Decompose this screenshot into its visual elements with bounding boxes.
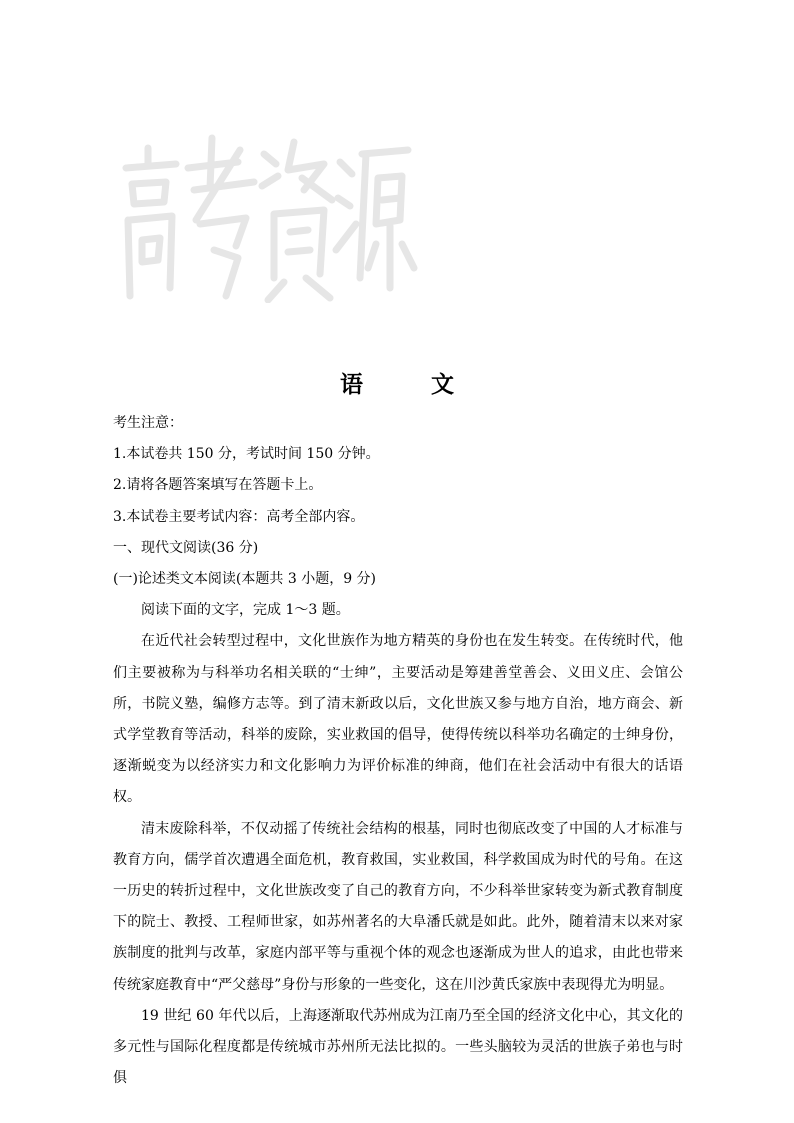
- notice-item: 3.本试卷主要考试内容：高考全部内容。: [113, 508, 365, 525]
- section-heading: 一、现代文阅读(36 分): [113, 539, 259, 556]
- subsection-heading: (一)论述类文本阅读(本题共 3 小题，9 分): [113, 571, 377, 588]
- watermark-logo: [118, 128, 418, 303]
- notice-item: 2.请将各题答案填写在答题卡上。: [113, 477, 323, 494]
- document-body: [113, 408, 683, 1094]
- watermark-calligraphy: [118, 128, 418, 303]
- watermark-text: 高考资源网: [227, 223, 309, 242]
- body-paragraph: 在近代社会转型过程中，文化世族作为地方精英的身份也在发生转变。在传统时代，他们主要被称为与科举功名相关联的“士绅”，主要活动是筹建善堂善会、义田义庄、会馆公所，书院义塾，编修方志等。到了清末新政以后，文化世族又参与地方自治，地方商会、新式学堂教育等活动，科举的废除，实业救国的倡导，使得传统以科举功名确定的士绅身份，逐渐蜕变为以经济实力和文化影响力为评价标准的绅商，他们在社会活动中有很大的话语权。: [113, 633, 683, 806]
- document-title: 语 文: [339, 371, 484, 398]
- reading-instruction: 阅读下面的文字，完成 1～3 题。: [141, 602, 350, 619]
- notice-item: 1.本试卷共 150 分，考试时间 150 分钟。: [113, 446, 380, 463]
- body-paragraph: 清末废除科举，不仅动摇了传统社会结构的根基，同时也彻底改变了中国的人才标准与教育方向，儒学首次遭遇全面危机，教育救国，实业救国，科学救国成为时代的号角。在这一历史的转折过程中，文化世族改变了自己的教育方向，不少科举世家转变为新式教育制度下的院士、教授、工程师世家，如苏州著名的大阜潘氏就是如此。此外，随着清末以来对家族制度的批判与改革，家庭内部平等与重视个体的观念也逐渐成为世人的追求，由此也带来传统家庭教育中“严父慈母”身份与形象的一些变化，这在川沙黄氏家族中表现得尤为明显。: [113, 820, 683, 993]
- notice-heading: 考生注意：: [113, 415, 183, 431]
- body-paragraph: 19 世纪 60 年代以后，上海逐渐取代苏州成为江南乃至全国的经济文化中心，其文化的多元性与国际化程度都是传统城市苏州所无法比拟的。一些头脑较为灵活的世族子弟也与时俱: [113, 1007, 683, 1087]
